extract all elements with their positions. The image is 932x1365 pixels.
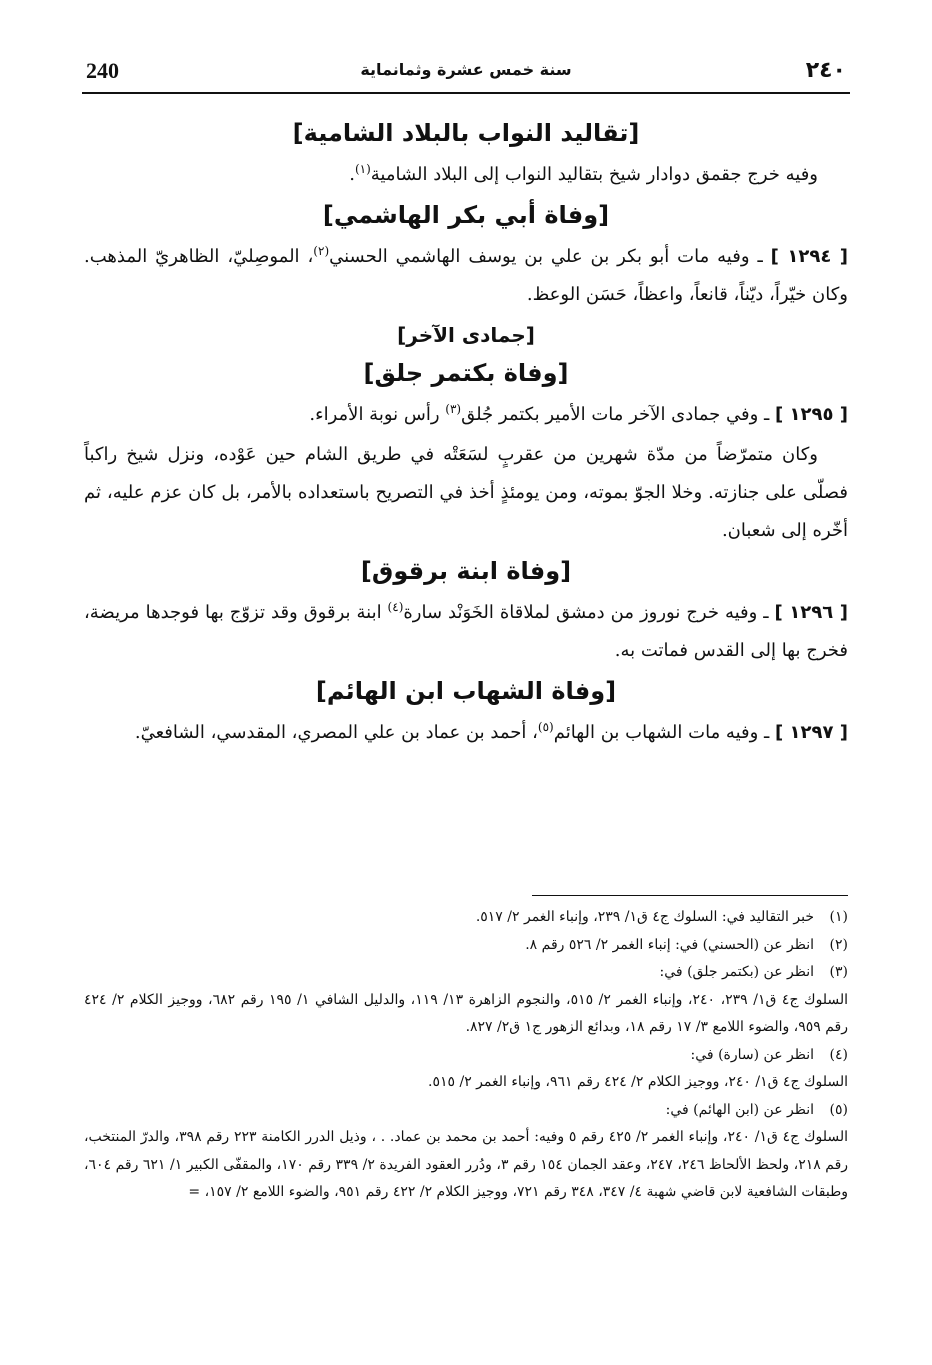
footnote-ref[interactable]: (٥) (537, 720, 554, 734)
paragraph-text: ، أحمد بن عماد بن علي المصري، المقدسي، الشافعيّ. (134, 722, 538, 743)
page-header (82, 58, 850, 94)
paragraph-text: . (349, 164, 355, 185)
paragraph (84, 396, 848, 434)
footnote-ref[interactable]: (١) (354, 162, 371, 176)
footnote-number: (٤) (829, 1046, 848, 1063)
paragraph-text: ـ وفيه مات أبو بكر بن علي بن يوسف الهاشمي الحسني (329, 246, 763, 267)
footnote-text: خبر التقاليد في: السلوك ج٤ ق١/ ٢٣٩، وإنباء الغمر ٢/ ٥١٧. (475, 909, 814, 925)
footnote-number: (٢) (829, 936, 848, 953)
section-heading: [وفاة أبي بكر الهاشمي] (322, 201, 610, 229)
footnote-text: انظر عن (سارة) في: (690, 1046, 814, 1063)
footnote (84, 904, 848, 932)
paragraph: وكان متمرّضاً من مدّة شهرين من عقربٍ لسَعَتْه في طريق الشام حين عَوْده، ونزل شيخ راكباً فصلّى على جنازته. وخلا الجوّ بموته، ومن يومئذٍ أخذ في التصريح باستعداده بالأمر، بل كان عزم عليه، ثم أخّره إلى شعبان. (84, 444, 848, 541)
entry-number: [ ١٢٩٥ ] (775, 404, 848, 425)
footnote-detail: السلوك ج٤ ق١/ ٢٤٠، ووجيز الكلام ٢/ ٤٢٤ رقم ٩٦١، وإنباء الغمر ٢/ ٥١٥. (428, 1074, 848, 1090)
section-heading: [وفاة بكتمر جلق] (363, 359, 569, 387)
footnotes (84, 904, 848, 1207)
page-number-latin: 240 (86, 58, 119, 83)
paragraph-text: ـ وفيه خرج نوروز من دمشق لملاقاة الخَوَنْد سارة (403, 602, 769, 623)
footnote (84, 1042, 848, 1097)
footnote-number: (١) (829, 909, 848, 925)
footnote-number: (٥) (829, 1101, 848, 1118)
footnote (84, 932, 848, 960)
entry-number: [ ١٢٩٤ ] (770, 246, 849, 267)
section-heading: [وفاة الشهاب ابن الهائم] (315, 677, 617, 705)
section-heading: [تقاليد النواب بالبلاد الشامية] (292, 119, 640, 147)
footnote-ref[interactable]: (٤) (387, 600, 404, 614)
paragraph (84, 594, 848, 670)
paragraph-text: ابنة برقوق وقد تزوّج بها فوجدها مريضة، فخرج بها إلى القدس فماتت به. (84, 602, 848, 661)
section-heading: [جمادى الآخر] (397, 323, 535, 347)
paragraph (84, 238, 848, 314)
footnote-ref[interactable]: (٢) (313, 244, 330, 258)
entry-number: [ ١٢٩٦ ] (774, 602, 848, 623)
page-number-arabic: ٢٤٠ (805, 58, 846, 83)
footnote (84, 959, 848, 1042)
running-title: سنة خمس عشرة وثمانماية (360, 60, 572, 79)
footnote-detail: السلوك ج٤ ق١/ ٢٤٠، وإنباء الغمر ٢/ ٤٢٥ رقم ٥ وفيه: أحمد بن محمد بن عماد. . ، وذيل الدرر الكامنة ٢٢٣ رقم ٣٩٨، والدرّ المنتخب، رقم ٢١٨، ولحظ الألحاظ ٢٤٦، ٢٤٧، وعقد الجمان ١٥٤ رقم ٣، ودُرر العقود الفريدة ٢/ ٣٣٩ رقم ١٧٠، والمقفّى الكبير ١/ ٦٢١ رقم ٦٠٤، وطبقات الشافعية لابن قاضي شهبة ٤/ ٣٤٧، ٣٤٨ رقم ٧٢١، ووجيز الكلام ٢/ ٤٢٢ رقم ٩٥١، والضوء اللامع ٢/ ١٥٧، = (84, 1129, 849, 1200)
footnote-detail: السلوك ج٤ ق١/ ٢٣٩، ٢٤٠، وإنباء الغمر ٢/ ٥١٥، والنجوم الزاهرة ١٣/ ١١٩، والدليل الشافي ١/ ١٩٥ رقم ٦٨٢، ووجيز الكلام ٢/ ٤٢٤ رقم ٩٥٩، والضوء اللامع ٣/ ١٧ رقم ١٨، وبدائع الزهور ج١ ق٢/ ٨٢٧. (84, 991, 849, 1035)
footnote-ref[interactable]: (٣) (445, 402, 462, 416)
footnote-text: انظر عن (الحسني) في: إنباء الغمر ٢/ ٥٢٦ رقم ٨. (525, 936, 814, 953)
paragraph (84, 714, 848, 752)
footnote-separator (532, 895, 848, 896)
main-text (84, 112, 848, 754)
paragraph-text: ، الموصِليّ، الظاهريّ المذهب. وكان خيّراً، ديّناً، قانعاً، واعظاً، حَسَن الوعظ. (84, 246, 848, 305)
footnote (84, 1097, 848, 1207)
paragraph-text: ـ وفيه مات الشهاب بن الهائم (553, 722, 770, 743)
paragraph-text: وفيه خرج جقمق دوادار شيخ بتقاليد النواب إلى البلاد الشامية (370, 164, 818, 185)
paragraph (84, 156, 848, 194)
footnote-number: (٣) (829, 964, 848, 980)
entry-number: [ ١٢٩٧ ] (775, 722, 848, 743)
section-heading: [وفاة ابنة برقوق] (360, 557, 572, 585)
footnote-text: انظر عن (ابن الهائم) في: (665, 1101, 814, 1118)
footnote-text: انظر عن (بكتمر جلق) في: (659, 964, 814, 980)
paragraph-text: رأس نوبة الأمراء. (309, 404, 446, 425)
paragraph-text: ـ وفي جمادى الآخر مات الأمير بكتمر جُلق (461, 404, 770, 425)
